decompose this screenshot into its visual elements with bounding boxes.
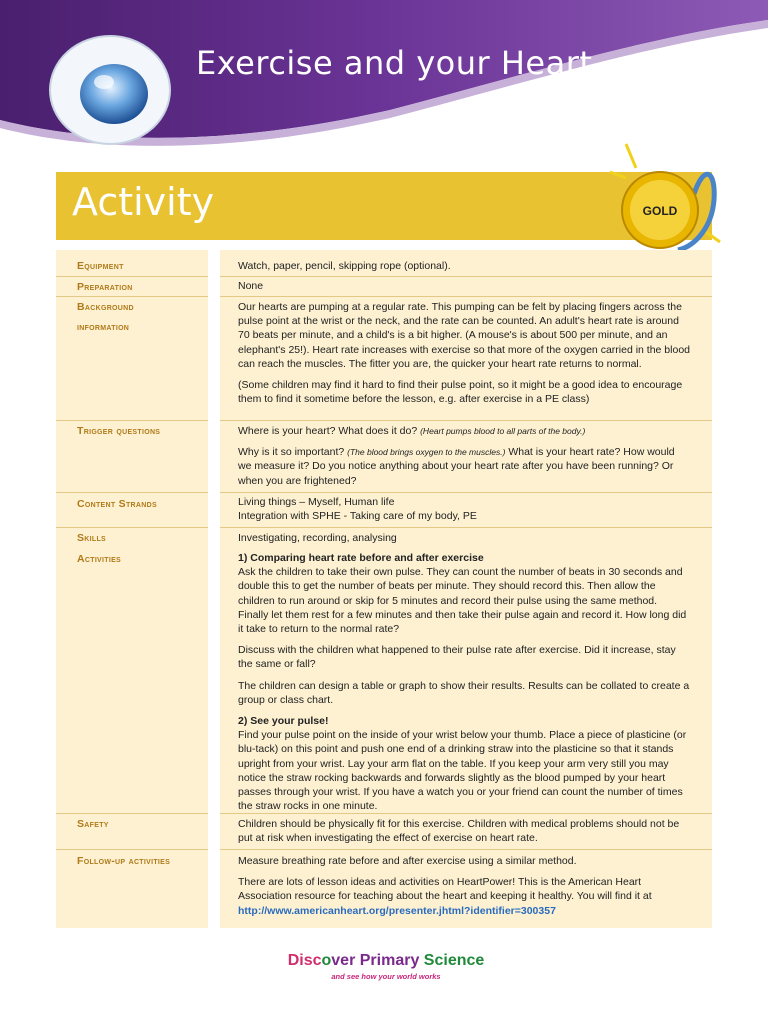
activity-title: Activity bbox=[72, 180, 215, 224]
medal-label: GOLD bbox=[642, 204, 678, 218]
logo-part-science: Science bbox=[423, 952, 485, 969]
follow-up-text bbox=[238, 854, 690, 918]
logo-part-o: o bbox=[321, 952, 332, 969]
strands-line1: Living things – Myself, Human life bbox=[238, 496, 395, 508]
label-content-strands: Content Strands bbox=[77, 498, 157, 510]
safety-text: Children should be physically fit for this exercise. Children with medical problems should not be put at risk when investigating the effect of exercise on heart rate. bbox=[238, 818, 680, 845]
activity2-paragraph: Find your pulse point on the inside of your wrist below your thumb. Place a piece of plasticine (or blu-tack) on this point and push one end of a drinking straw into the plasticine so that it stands upright from your wrist. Lay your arm flat on the table. If you keep your arm very still you may notice the straw rocking backwards and forwards slightly as the blood pumped by your heart passes through your wrist. If you have a watch you or your friend can count the number of times the straw rocks in one minute. bbox=[238, 729, 687, 813]
follow-up-paragraph2: There are lots of lesson ideas and activities on HeartPower! This is the American Heart Association resource for teaching about the heart and keeping it healthy. You will find it at bbox=[238, 876, 652, 903]
trigger-q1: Where is your heart? What does it do? bbox=[238, 425, 418, 437]
divider bbox=[220, 849, 712, 850]
divider bbox=[220, 296, 712, 297]
trigger-questions-text bbox=[238, 424, 690, 495]
trigger-q2a: Why is it so important? bbox=[238, 446, 345, 459]
logo-part-disc: Disc bbox=[287, 952, 322, 969]
preparation-text: None bbox=[238, 280, 264, 292]
classroom-pack-badge-icon bbox=[44, 28, 176, 148]
background-note: (Some children may find it hard to find their pulse point, so it might be a good idea to encourage them to find it sometime before the lesson, e.g. after exercise in a PE class) bbox=[238, 379, 683, 406]
divider bbox=[220, 420, 712, 421]
strands-line2: Integration with SPHE - Taking care of my body, PE bbox=[238, 510, 477, 523]
divider bbox=[56, 492, 208, 493]
activity1-discussion: Discuss with the children what happened to their pulse rate after exercise. Did it increase, stay the same or fall? bbox=[238, 644, 676, 671]
divider bbox=[220, 527, 712, 528]
label-equipment: Equipment bbox=[77, 260, 124, 272]
activity1-heading: 1) Comparing heart rate before and after exercise bbox=[238, 552, 484, 564]
equipment-text: Watch, paper, pencil, skipping rope (optional). bbox=[238, 260, 451, 272]
divider bbox=[220, 276, 712, 277]
label-preparation: Preparation bbox=[77, 281, 133, 293]
skills-text: Investigating, recording, analysing bbox=[238, 532, 397, 544]
label-trigger-questions: Trigger questions bbox=[77, 425, 161, 437]
label-background-line1: Background bbox=[77, 301, 134, 313]
label-background-line2: information bbox=[77, 321, 130, 333]
label-follow-up: Follow-up activities bbox=[77, 855, 171, 867]
divider bbox=[56, 849, 208, 850]
heartpower-link[interactable]: http://www.americanheart.org/presenter.jhtml?identifier=300357 bbox=[238, 904, 556, 917]
trigger-q2-note: (The blood brings oxygen to the muscles.) bbox=[347, 447, 506, 458]
label-activities: Activities bbox=[77, 553, 122, 565]
activity1-chart: The children can design a table or graph to show their results. Results can be collated to create a group or class chart. bbox=[238, 679, 690, 706]
discover-primary-science-logo bbox=[286, 952, 486, 988]
gold-medal-icon bbox=[596, 134, 732, 258]
activity1-paragraph: Ask the children to take their own pulse. They can count the number of beats in 30 seconds and double this to get the number of beats per minute. They should record this. Then allow the children to run around or skip for 5 minutes and record their pulse using the same method. Finally let them rest for a few minutes and then take their pulse again and record it. How long did it take to return to the normal rate? bbox=[238, 566, 687, 636]
label-safety: Safety bbox=[77, 818, 109, 830]
logo-tagline: and see how your world works bbox=[331, 972, 441, 981]
trigger-q2b: What is your heart rate? How would we measure it? Do you notice anything about your heart rate after you have been running? Or when you are frightened? bbox=[238, 446, 675, 487]
page-title: Exercise and your Heart bbox=[196, 44, 593, 82]
label-background bbox=[77, 297, 134, 337]
background-text bbox=[238, 300, 690, 413]
logo-part-mid: ver Primary bbox=[331, 952, 424, 969]
trigger-q1-note: (Heart pumps blood to all parts of the body.) bbox=[420, 426, 586, 436]
logo-wordmark bbox=[286, 952, 486, 970]
follow-up-paragraph1: Measure breathing rate before and after exercise using a similar method. bbox=[238, 855, 577, 867]
activities-text bbox=[238, 551, 690, 820]
content-strands-text bbox=[238, 495, 690, 523]
background-paragraph: Our hearts are pumping at a regular rate. This pumping can be felt by placing fingers across the pulse point at the wrist or the neck, and the rate can be counted. An adult's heart rate is around 70 beats per minute, and a child's is a bit higher. (A mouse's is about 500 per minute, and an elephant's 25!). Heart rate increases with exercise so that more of the oxygen carried in the blood can reach the muscles. The fitter you are, the quicker your heart rate returns to normal. bbox=[238, 301, 690, 370]
activity2-heading: 2) See your pulse! bbox=[238, 715, 329, 728]
label-skills: Skills bbox=[77, 532, 107, 544]
